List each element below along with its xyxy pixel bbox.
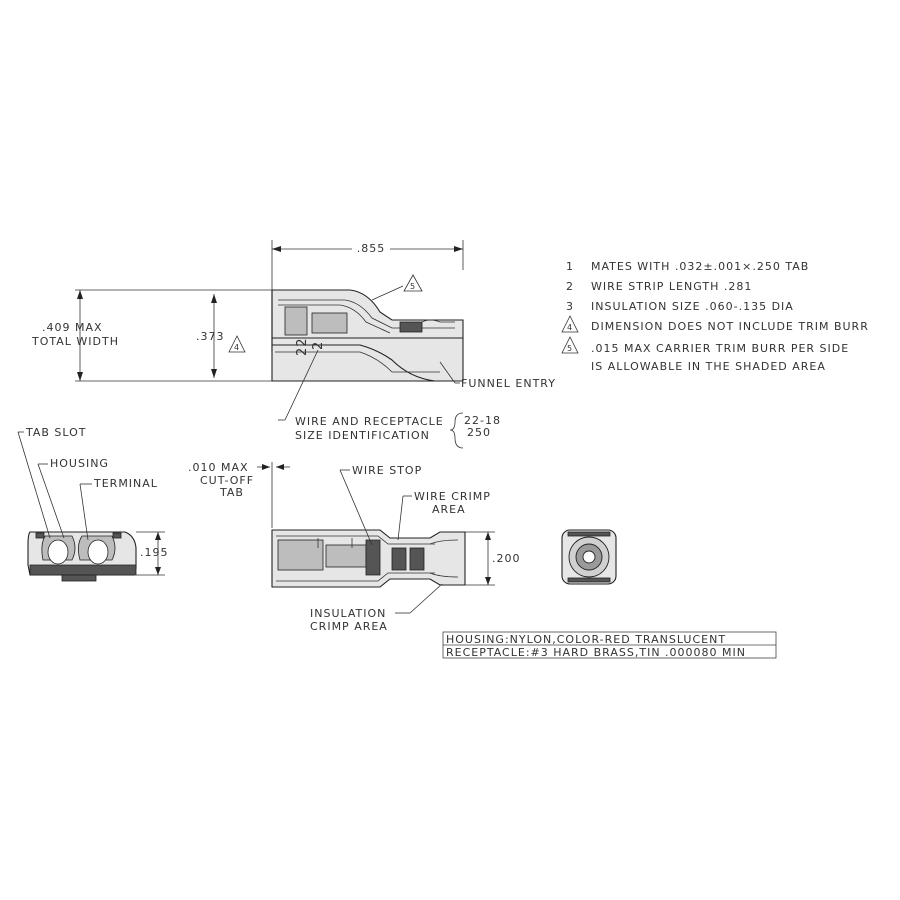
cutoff-tab-caption-2: TAB <box>220 486 244 499</box>
materials-line-1: HOUSING:NYLON,COLOR-RED TRANSLUCENT <box>446 633 727 646</box>
size-marking-2: 2 <box>311 340 326 350</box>
insulation-crimp-label-2: CRIMP AREA <box>310 620 388 633</box>
overall-length-dimension: .855 <box>356 242 386 255</box>
note-5-number: 5 <box>567 344 574 353</box>
svg-text:5: 5 <box>410 282 417 291</box>
svg-text:4: 4 <box>234 343 241 352</box>
note-5-text-line-2: IS ALLOWABLE IN THE SHADED AREA <box>591 360 826 373</box>
note-3-text: INSULATION SIZE .060-.135 DIA <box>591 300 794 313</box>
note-4-number: 4 <box>567 323 574 332</box>
size-id-22-18: 22-18 <box>464 414 501 427</box>
note-2-number: 2 <box>566 280 574 293</box>
size-marking-22: 22 <box>295 337 310 356</box>
cutoff-tab-caption-1: CUT-OFF <box>200 474 255 487</box>
max-total-width-caption: TOTAL WIDTH <box>32 335 119 348</box>
crimp-height-dimension: .200 <box>492 552 521 565</box>
housing-label: HOUSING <box>50 457 109 470</box>
materials-line-2: RECEPTACLE:#3 HARD BRASS,TIN .000080 MIN <box>446 646 747 659</box>
rear-view <box>562 530 616 584</box>
funnel-entry-label: FUNNEL ENTRY <box>461 377 556 390</box>
end-height-dimension: .195 <box>140 546 169 559</box>
note-4-text: DIMENSION DOES NOT INCLUDE TRIM BURR <box>591 320 869 333</box>
side-view <box>188 461 521 633</box>
wire-crimp-label-1: WIRE CRIMP <box>414 490 491 503</box>
cutoff-tab-dimension: .010 MAX <box>188 461 249 474</box>
note-2-text: WIRE STRIP LENGTH .281 <box>591 280 753 293</box>
end-view <box>18 426 169 581</box>
wire-crimp-label-2: AREA <box>432 503 466 516</box>
note-3-number: 3 <box>566 300 574 313</box>
note-5-text: .015 MAX CARRIER TRIM BURR PER SIDE <box>591 342 850 355</box>
note-1-text: MATES WITH .032±.001×.250 TAB <box>591 260 810 273</box>
note-1-number: 1 <box>566 260 574 273</box>
wire-stop-label: WIRE STOP <box>352 464 423 477</box>
max-total-width-dimension: .409 MAX <box>42 321 103 334</box>
insulation-crimp-label-1: INSULATION <box>310 607 387 620</box>
wire-receptacle-label-2: SIZE IDENTIFICATION <box>295 429 430 442</box>
terminal-label: TERMINAL <box>94 477 158 490</box>
height-dimension: .373 <box>196 330 225 343</box>
top-view <box>31 240 556 448</box>
tab-slot-label: TAB SLOT <box>26 426 87 439</box>
notes-block <box>562 260 869 373</box>
wire-receptacle-label-1: WIRE AND RECEPTACLE <box>295 415 444 428</box>
size-id-250: 250 <box>467 426 491 439</box>
materials-box <box>443 632 776 659</box>
